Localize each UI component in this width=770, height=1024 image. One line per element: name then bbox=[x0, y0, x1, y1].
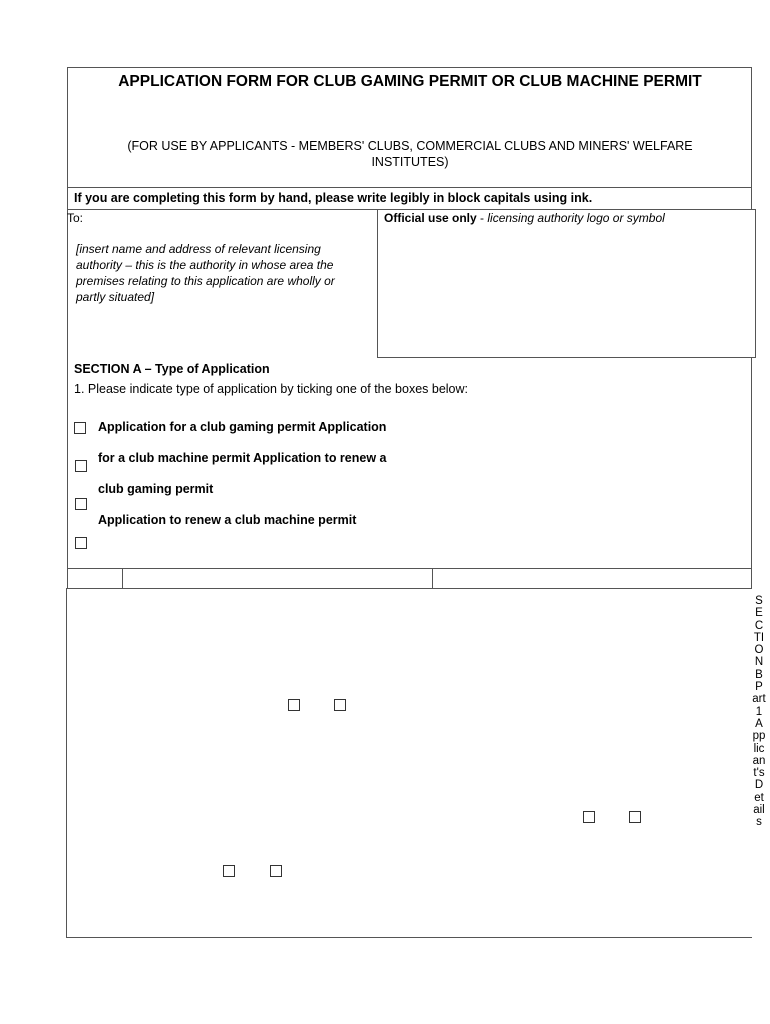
form-top-border bbox=[67, 67, 752, 68]
form-instruction: If you are completing this form by hand, please write legibly in block capitals using ink. bbox=[74, 191, 593, 205]
checkbox-pair-3-a[interactable] bbox=[223, 865, 235, 877]
checkbox-pair-1-a[interactable] bbox=[288, 699, 300, 711]
official-box-bottom bbox=[377, 357, 756, 358]
option-line-1: Application for a club gaming permit Application bbox=[98, 420, 387, 434]
form-left-border bbox=[67, 67, 68, 588]
section-a-bottom bbox=[67, 568, 752, 569]
option-line-2: for a club machine permit Application to renew a bbox=[98, 451, 387, 465]
address-column-divider bbox=[377, 209, 378, 358]
official-use-separator: - bbox=[476, 211, 488, 225]
lower-box-left bbox=[66, 588, 67, 938]
lower-box-bottom bbox=[66, 937, 752, 938]
checkbox-pair-2-b[interactable] bbox=[629, 811, 641, 823]
option-line-3: club gaming permit bbox=[98, 482, 214, 496]
official-use-box bbox=[384, 211, 665, 225]
checkbox-pair-3-b[interactable] bbox=[270, 865, 282, 877]
question-1: 1. Please indicate type of application by ticking one of the boxes below: bbox=[74, 382, 469, 396]
checkbox-renew-club-machine-permit[interactable] bbox=[75, 537, 87, 549]
authority-address-field[interactable]: [insert name and address of relevant licensing authority – this is the authority in whose area the premises relating to this application are wholly or partly situated] bbox=[76, 242, 335, 304]
checkbox-club-machine-permit[interactable] bbox=[75, 460, 87, 472]
checkbox-pair-1-b[interactable] bbox=[334, 699, 346, 711]
to-label: To: bbox=[67, 211, 84, 225]
strip-divider-2 bbox=[432, 568, 433, 588]
header-divider bbox=[67, 187, 752, 188]
section-a-heading: SECTION A – Type of Application bbox=[74, 362, 270, 376]
official-use-note: licensing authority logo or symbol bbox=[487, 211, 665, 225]
form-subtitle: (FOR USE BY APPLICANTS - MEMBERS' CLUBS, COMMERCIAL CLUBS AND MINERS' WELFARE INSTITUTES) bbox=[127, 139, 693, 169]
official-use-label: Official use only bbox=[384, 211, 477, 225]
checkbox-renew-club-gaming-permit[interactable] bbox=[75, 498, 87, 510]
checkbox-pair-2-a[interactable] bbox=[583, 811, 595, 823]
official-box-right-border bbox=[755, 209, 756, 358]
option-line-4: Application to renew a club machine permit bbox=[98, 513, 357, 527]
checkbox-club-gaming-permit[interactable] bbox=[74, 422, 86, 434]
instruction-divider bbox=[67, 209, 755, 210]
strip-bottom bbox=[66, 588, 752, 589]
side-section-text: SECTION B Part 1 Applicant's Details bbox=[752, 595, 766, 829]
form-title: APPLICATION FORM FOR CLUB GAMING PERMIT OR CLUB MACHINE PERMIT bbox=[118, 73, 702, 90]
section-a-right-border bbox=[751, 357, 752, 588]
strip-divider-1 bbox=[122, 568, 123, 588]
